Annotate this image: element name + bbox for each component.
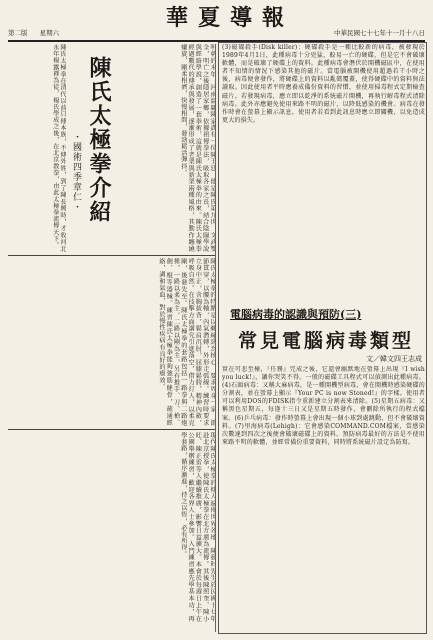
article-body-top: (3)磁碟殺手(Disk killer)：硬碟殺手是一種比較新的病毒，被發現於1989年4月1日，此種病毒十分兇猛，較易一亡的硬碟，但是它不會破壞軟體，而是破壞了硬碟上的資料。此種病毒會潛伏於開機磁區中，在使用者不知情的情況下感染其他的磁片。當電腦被開機使用超過若干小時之後，病毒便會發作，將硬碟上的資料以亂碼覆蓋，使得硬碟中的資料無法讀取。因此使用者平時應養成備份資料的習慣，並使用掃毒程式定期檢查磁片。若發現病毒，應立即以乾淨的系統磁片開機，再執行解毒程式清除病毒。此外亦應避免使用來路不明的磁片，以降低感染的機會。病毒在發作時會在螢幕上顯示訊息，使用者若看到此訊息時應立即關機，以免造成更大的損失。 xyxy=(222,44,425,124)
page-number: 第二版 xyxy=(8,29,28,37)
article-title: 陳氏太極拳介紹 xyxy=(86,56,112,224)
series-title: 電腦病毒的認識與預防(三) xyxy=(230,308,362,321)
article-body-middle: 陳氏太極拳的特點是以纏絲勁為核心，要求周身一家，節節貫穿，以腰為軸，內氣潛轉，外形走弧線。練習時要求立身中正，含胸拔背，鬆肩沉肘，屈膝鬆胯，精神內斂，呼吸自然。在技擊方面講究引進落空，借力打人，以柔克剛，後發先至。陳氏太極拳的套路包括一路拳與二路炮捶，一路以柔為主，二路以剛為主，另有推手、刀、槍、劍、棍等器械。練習陳氏太極拳能夠強筋健骨，疏通經絡，調和氣血，對於慢性疾病有良好的療效。 xyxy=(157,258,216,426)
article-body-bottom: 實在可悲至極，『任務』完成之後，它還會幽默地在螢幕上出現『I wish you luck!』，讓你哭笑不得。一般的磁碟工具程式可以偵測出此種病毒。(4)石頭病毒：又稱大麻病毒，是一種開機型病毒，會在開機時感染硬碟的分割表，並在螢幕上顯示『Your PC is now Stoned!』的字樣。使用者可以利用DOS的FDISK指令重新建立分割表來清除。(5)星期五病毒：又稱黑色星期五，每逢十三日又是星期五時發作，會刪除所執行的程式檔案。(6)乒乓病毒：發作時螢幕上會出現一個小球到處跳動，但不會破壞資料。(7)里海病毒(Lehigh)：它會感染COMMAND.COM檔案，當感染次數達到四次之後便會破壞磁碟上的資料。預防病毒最好的方法是不使用來路不明的軟體，並經常備份重要資料，同時將系統磁片設定為防寫。 xyxy=(222,366,425,446)
publication-date: 中華民國七十七年十一月十八日 xyxy=(334,29,425,37)
taichi-article xyxy=(8,44,216,632)
column-separator xyxy=(215,44,216,632)
article-body-top-right: 明朝的末年，河南溫縣陳家溝有一位陳王廷，他是陳氏第九世，文武雙全，明亡之後隱居家鄉，依據祖傳拳法，吸取各家之長，結合陰陽學說與經絡學說，創造了一套拳術，這就是陳氏太極拳的由來。陳氏太極拳經過數代的傳承與發展，逐漸形成了老架與新架兩種風格，其動作纏繞螺旋，剛柔相濟，快慢相間，發勁鬆活彈抖。 xyxy=(179,44,216,252)
article-byline: 文／韓文四王志成 xyxy=(366,355,422,363)
article-body-top-left: 陳氏太極拳在清代以前只傳本族，不傳外姓，到了陳長興時，才收河北永年楊露禪為徒，楊氏學成之後，在北京教拳，由此太極拳流傳天下。 xyxy=(51,44,66,252)
article-body-bottom: 現代陳氏太極拳的傳人遍佈世界各地，陳發科先生於民國十七年赴北京授拳，使陳氏太極拳在北方廣為流傳。其後陳照奎、陳小旺、陳正雷等人繼續推廣，影響日益擴大。本會於每週日上午在公園舉辦練習，歡迎各界人士參加。入門練習應先學基本功，再學套路，循序漸進，持之以恆，必有所得。 xyxy=(179,432,216,622)
weekday: 星期六 xyxy=(39,29,60,37)
computer-virus-article xyxy=(222,44,425,632)
masthead xyxy=(8,6,425,42)
article-author: ・國術四季章仁・ xyxy=(71,132,81,212)
section-divider xyxy=(8,255,216,256)
article-heading xyxy=(68,56,112,252)
issue-info xyxy=(8,28,158,37)
section-divider xyxy=(8,429,216,430)
article-title: 常見電腦病毒類型 xyxy=(237,330,414,352)
newspaper-title: 華夏導報 xyxy=(166,5,295,31)
